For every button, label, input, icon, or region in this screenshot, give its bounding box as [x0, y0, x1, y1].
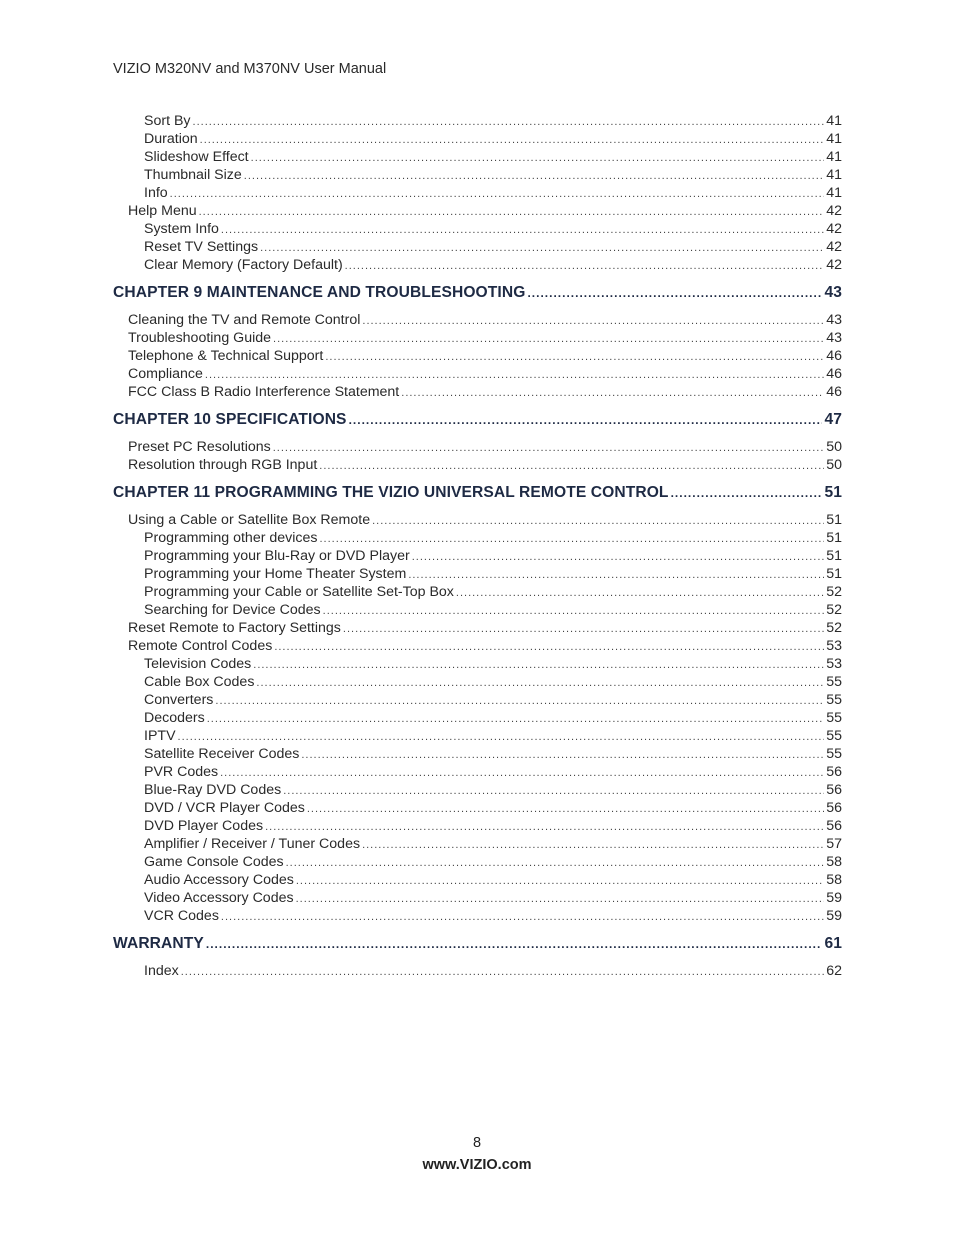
dot-leader [323, 602, 825, 620]
toc-entry-page: 55 [826, 746, 842, 762]
toc-entry[interactable] [113, 238, 842, 256]
dot-leader [301, 746, 824, 764]
toc-entry-page: 58 [826, 872, 842, 888]
toc-entry-page: 52 [826, 602, 842, 618]
dot-leader [296, 872, 824, 890]
toc-entry-title: Satellite Receiver Codes [144, 746, 300, 762]
toc-entry-title: Converters [144, 692, 214, 708]
toc-entry-page: 42 [826, 203, 842, 219]
toc-entry-title: FCC Class B Radio Interference Statement [128, 384, 400, 400]
toc-entry-title: Resolution through RGB Input [128, 457, 318, 473]
toc-entry-page: 43 [826, 312, 842, 328]
toc-entry[interactable] [113, 220, 842, 238]
toc-entry-page: 51 [824, 484, 842, 501]
toc-entry-title: Compliance [128, 366, 203, 382]
toc-entry-page: 56 [826, 818, 842, 834]
toc-entry[interactable] [113, 438, 842, 456]
dot-leader [253, 656, 824, 674]
dot-leader [319, 457, 824, 475]
toc-entry-title: Slideshow Effect [144, 149, 249, 165]
toc-entry-page: 42 [826, 221, 842, 237]
dot-leader [362, 312, 824, 330]
toc-entry-title: IPTV [144, 728, 176, 744]
toc-entry-page: 42 [826, 257, 842, 273]
toc-entry[interactable] [113, 511, 842, 529]
dot-leader [671, 483, 823, 503]
toc-entry[interactable] [113, 799, 842, 817]
toc-entry[interactable] [113, 565, 842, 583]
toc-entry-title: Sort By [144, 113, 191, 129]
toc-entry-page: 43 [824, 284, 842, 301]
toc-entry-title: Audio Accessory Codes [144, 872, 294, 888]
toc-entry-page: 50 [826, 439, 842, 455]
dot-leader [343, 620, 824, 638]
toc-entry[interactable] [113, 256, 842, 274]
toc-entry-page: 62 [826, 963, 842, 979]
toc-entry-title: PVR Codes [144, 764, 219, 780]
toc-entry[interactable] [113, 456, 842, 474]
dot-leader [362, 836, 824, 854]
toc-entry-title: System Info [144, 221, 219, 237]
toc-entry[interactable] [113, 817, 842, 835]
dot-leader [193, 113, 825, 131]
toc-entry-page: 46 [826, 384, 842, 400]
toc-chapter-entry[interactable] [113, 934, 842, 954]
toc-entry-title: Game Console Codes [144, 854, 284, 870]
toc-entry[interactable] [113, 202, 842, 220]
toc-entry-title: Reset TV Settings [144, 239, 259, 255]
toc-entry[interactable] [113, 691, 842, 709]
dot-leader [205, 366, 824, 384]
toc-entry-title: Blue-Ray DVD Codes [144, 782, 282, 798]
toc-entry-page: 55 [826, 674, 842, 690]
toc-entry-page: 41 [826, 131, 842, 147]
dot-leader [412, 548, 825, 566]
toc-entry[interactable] [113, 889, 842, 907]
toc-chapter-entry[interactable] [113, 410, 842, 430]
footer-url: www.VIZIO.com [422, 1157, 532, 1173]
toc-entry-title: CHAPTER 9 MAINTENANCE AND TROUBLESHOOTING [113, 284, 526, 301]
toc-entry-title: Programming your Cable or Satellite Set-Top Box [144, 584, 454, 600]
toc-entry-title: Searching for Device Codes [144, 602, 321, 618]
toc-entry[interactable] [113, 853, 842, 871]
toc-entry-title: Decoders [144, 710, 205, 726]
dot-leader [527, 283, 822, 303]
toc-entry[interactable] [113, 745, 842, 763]
dot-leader [244, 167, 824, 185]
toc-entry-page: 56 [826, 764, 842, 780]
toc-entry-title: CHAPTER 10 SPECIFICATIONS [113, 411, 347, 428]
toc-entry-page: 56 [826, 782, 842, 798]
dot-leader [401, 384, 824, 402]
toc-entry[interactable] [113, 781, 842, 799]
toc-entry-page: 46 [826, 366, 842, 382]
dot-leader [286, 854, 825, 872]
toc-entry-title: DVD / VCR Player Codes [144, 800, 305, 816]
toc-entry-page: 53 [826, 656, 842, 672]
dot-leader [273, 439, 824, 457]
toc-entry[interactable] [113, 130, 842, 148]
dot-leader [170, 185, 825, 203]
dot-leader [265, 818, 824, 836]
dot-leader [251, 149, 825, 167]
toc-entry-title: VCR Codes [144, 908, 219, 924]
toc-entry[interactable] [113, 619, 842, 637]
toc-entry-title: Preset PC Resolutions [128, 439, 271, 455]
toc-entry[interactable] [113, 347, 842, 365]
toc-entry[interactable] [113, 637, 842, 655]
table-of-contents [113, 112, 842, 980]
toc-entry[interactable] [113, 329, 842, 347]
toc-entry-page: 41 [826, 185, 842, 201]
dot-leader [408, 566, 824, 584]
toc-entry[interactable] [113, 763, 842, 781]
dot-leader [221, 221, 824, 239]
dot-leader [325, 348, 824, 366]
dot-leader [273, 330, 824, 348]
toc-entry-page: 42 [826, 239, 842, 255]
dot-leader [200, 131, 825, 149]
dot-leader [319, 530, 824, 548]
dot-leader [349, 410, 823, 430]
dot-leader [256, 674, 824, 692]
toc-entry-page: 55 [826, 728, 842, 744]
toc-entry-title: Troubleshooting Guide [128, 330, 272, 346]
toc-entry-page: 41 [826, 167, 842, 183]
toc-entry[interactable] [113, 655, 842, 673]
toc-entry-page: 51 [826, 512, 842, 528]
toc-entry-title: Index [144, 963, 179, 979]
dot-leader [178, 728, 825, 746]
toc-entry-page: 51 [826, 530, 842, 546]
toc-entry[interactable] [113, 166, 842, 184]
toc-entry-title: DVD Player Codes [144, 818, 264, 834]
toc-entry-page: 53 [826, 638, 842, 654]
toc-entry-title: Duration [144, 131, 198, 147]
dot-leader [456, 584, 824, 602]
toc-entry-title: Programming your Home Theater System [144, 566, 407, 582]
toc-entry-title: Cable Box Codes [144, 674, 255, 690]
toc-entry[interactable] [113, 962, 842, 980]
toc-entry-title: Using a Cable or Satellite Box Remote [128, 512, 371, 528]
toc-entry[interactable] [113, 529, 842, 547]
toc-entry-title: Telephone & Technical Support [128, 348, 324, 364]
dot-leader [307, 800, 824, 818]
toc-entry-page: 52 [826, 620, 842, 636]
toc-entry[interactable] [113, 907, 842, 925]
toc-entry-title: Reset Remote to Factory Settings [128, 620, 341, 636]
toc-entry-title: Programming other devices [144, 530, 318, 546]
dot-leader [199, 203, 825, 221]
dot-leader [345, 257, 825, 275]
page-number: 8 [472, 1135, 482, 1151]
toc-entry-title: WARRANTY [113, 935, 204, 952]
toc-entry-title: Help Menu [128, 203, 197, 219]
toc-entry[interactable] [113, 383, 842, 401]
toc-entry-page: 47 [824, 411, 842, 428]
dot-leader [274, 638, 824, 656]
toc-entry-title: Video Accessory Codes [144, 890, 294, 906]
toc-entry[interactable] [113, 673, 842, 691]
running-header: VIZIO M320NV and M370NV User Manual [113, 61, 387, 77]
toc-entry-title: Thumbnail Size [144, 167, 242, 183]
dot-leader [207, 710, 824, 728]
toc-entry[interactable] [113, 835, 842, 853]
toc-entry[interactable] [113, 184, 842, 202]
toc-entry-page: 43 [826, 330, 842, 346]
toc-entry-page: 56 [826, 800, 842, 816]
toc-entry[interactable] [113, 547, 842, 565]
toc-entry[interactable] [113, 727, 842, 745]
dot-leader [215, 692, 824, 710]
toc-entry-page: 51 [826, 566, 842, 582]
toc-chapter-entry[interactable] [113, 483, 842, 503]
toc-entry-title: Clear Memory (Factory Default) [144, 257, 343, 273]
toc-entry-title: Cleaning the TV and Remote Control [128, 312, 361, 328]
dot-leader [181, 963, 825, 981]
toc-entry-page: 58 [826, 854, 842, 870]
toc-entry[interactable] [113, 148, 842, 166]
toc-entry-page: 55 [826, 692, 842, 708]
toc-entry-page: 41 [826, 149, 842, 165]
toc-entry-page: 61 [824, 935, 842, 952]
toc-entry-title: Remote Control Codes [128, 638, 273, 654]
dot-leader [206, 934, 823, 954]
dot-leader [296, 890, 825, 908]
toc-chapter-entry[interactable] [113, 283, 842, 303]
dot-leader [220, 764, 824, 782]
toc-entry-page: 57 [826, 836, 842, 852]
toc-entry-page: 59 [826, 908, 842, 924]
toc-entry-page: 46 [826, 348, 842, 364]
toc-entry-title: CHAPTER 11 PROGRAMMING THE VIZIO UNIVERSAL REMOTE CONTROL [113, 484, 669, 501]
toc-entry-page: 52 [826, 584, 842, 600]
toc-entry[interactable] [113, 709, 842, 727]
toc-entry-title: Television Codes [144, 656, 252, 672]
dot-leader [221, 908, 824, 926]
dot-leader [372, 512, 824, 530]
toc-entry[interactable] [113, 365, 842, 383]
toc-entry[interactable] [113, 311, 842, 329]
toc-entry[interactable] [113, 871, 842, 889]
toc-entry-title: Amplifier / Receiver / Tuner Codes [144, 836, 361, 852]
toc-entry-page: 55 [826, 710, 842, 726]
toc-entry-page: 50 [826, 457, 842, 473]
toc-entry-title: Info [144, 185, 168, 201]
toc-entry[interactable] [113, 112, 842, 130]
toc-entry-page: 51 [826, 548, 842, 564]
toc-entry[interactable] [113, 583, 842, 601]
toc-entry-page: 41 [826, 113, 842, 129]
toc-entry-title: Programming your Blu-Ray or DVD Player [144, 548, 410, 564]
toc-entry-page: 59 [826, 890, 842, 906]
toc-entry[interactable] [113, 601, 842, 619]
dot-leader [260, 239, 824, 257]
dot-leader [283, 782, 824, 800]
